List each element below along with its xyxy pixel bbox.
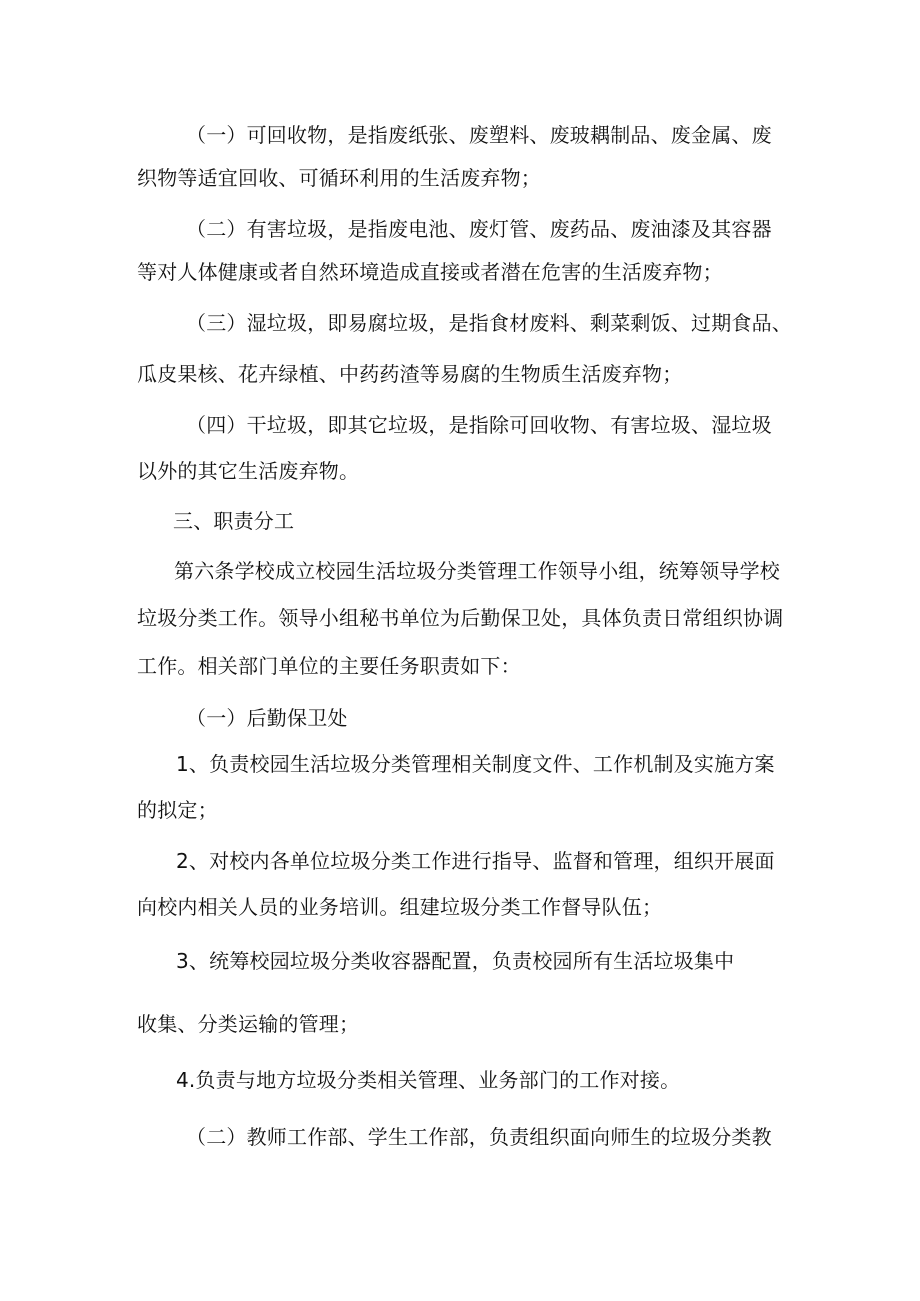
text-line: 工作。相关部门单位的主要任务职责如下： [137,654,521,678]
text-line: （四）干垃圾，即其它垃圾，是指除可回收物、有害垃圾、湿垃圾 [186,413,772,437]
text-line: （三）湿垃圾，即易腐垃圾，是指食材废料、剩菜剩饭、过期食品、 [186,311,792,335]
text-line: 织物等适宜回收、可循环利用的生活废弃物； [137,166,541,190]
text-line: （二）有害垃圾，是指废电池、废灯管、废药品、废油漆及其容器 [186,217,772,241]
text-line: 以外的其它生活废弃物。 [137,459,360,483]
text-line: 等对人体健康或者自然环境造成直接或者潜在危害的生活废弃物； [137,260,723,284]
subsection-heading: （一）后勤保卫处 [186,706,348,730]
text-line: （一）可回收物，是指废纸张、废塑料、废玻耦制品、废金属、废 [186,123,772,147]
text-line: 4.负责与地方垃圾分类相关管理、业务部门的工作对接。 [176,1068,681,1092]
text-line: 垃圾分类工作。领导小组秘书单位为后勤保卫处，具体负责日常组织协调 [137,606,784,630]
text-line: 向校内相关人员的业务培训。组建垃圾分类工作督导队伍； [137,895,663,919]
text-line: 2、对校内各单位垃圾分类工作进行指导、监督和管理，组织开展面 [176,849,775,873]
text-line: 瓜皮果核、花卉绿植、中药药渣等易腐的生物质生活废弃物； [137,362,683,386]
section-heading: 三、职责分工 [173,509,295,533]
text-line: 1、负责校园生活垃圾分类管理相关制度文件、工作机制及实施方案 [176,752,775,776]
subsection-heading: （二）教师工作部、学生工作部，负责组织面向师生的垃圾分类教 [186,1125,772,1149]
text-line: 第六条学校成立校园生活垃圾分类管理工作领导小组，统筹领导学校 [174,559,780,583]
text-line: 3、统筹校园垃圾分类收容器配置，负责校园所有生活垃圾集中 [176,949,735,973]
text-line: 的拟定； [137,798,218,822]
text-line: 收集、分类运输的管理； [137,1012,360,1036]
